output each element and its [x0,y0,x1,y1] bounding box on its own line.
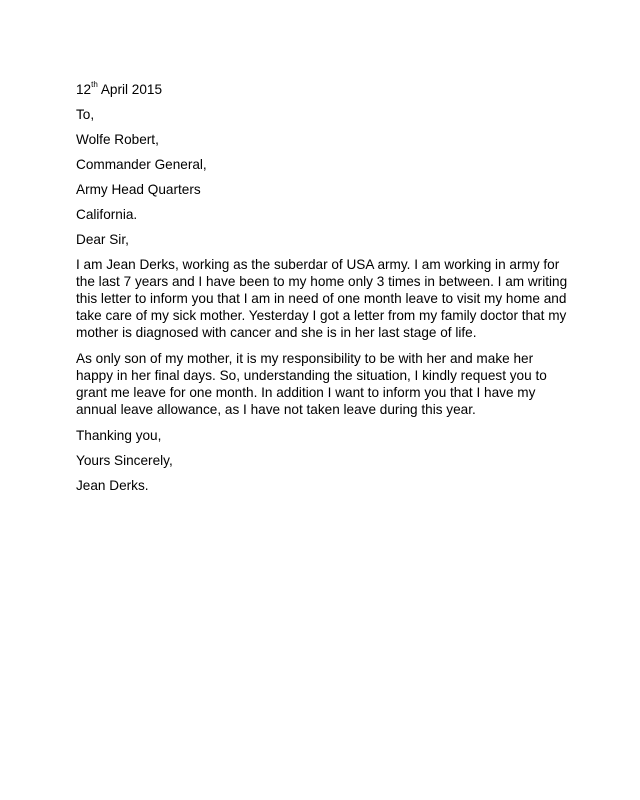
salutation: Dear Sir, [76,232,129,247]
letter [76,81,573,502]
sender-name: Jean Derks. [76,478,149,493]
date-day: 12 [76,82,92,97]
recipient-to: To, [76,107,95,122]
body-paragraph-1: I am Jean Derks, working as the suberdar of USA army. I am working in army for the last 7 years and I have been to my home only 3 times in between. I am writing this letter to inform you that I am in need of one month leave to visit my home and take care of my sick mother. Yesterday I got a letter from my family doctor that my mother is diagnosed with cancer and she is in her last stage of life. [76,257,568,340]
recipient-location: California. [76,207,138,222]
letter-date [76,81,573,98]
closing-sign-off: Yours Sincerely, [76,453,173,468]
recipient-title: Commander General, [76,157,207,172]
recipient-name: Wolfe Robert, [76,132,159,147]
recipient-organization: Army Head Quarters [76,182,201,197]
date-suffix: th [91,80,98,90]
body-paragraph-2: As only son of my mother, it is my responsibility to be with her and make her happy in her final days. So, understanding the situation, I kindly request you to grant me leave for one month. In addition I want to inform you that I have my annual leave allowance, as I have not taken leave during this year. [76,351,547,417]
closing-thanks: Thanking you, [76,428,162,443]
date-month-year: April 2015 [97,82,163,97]
